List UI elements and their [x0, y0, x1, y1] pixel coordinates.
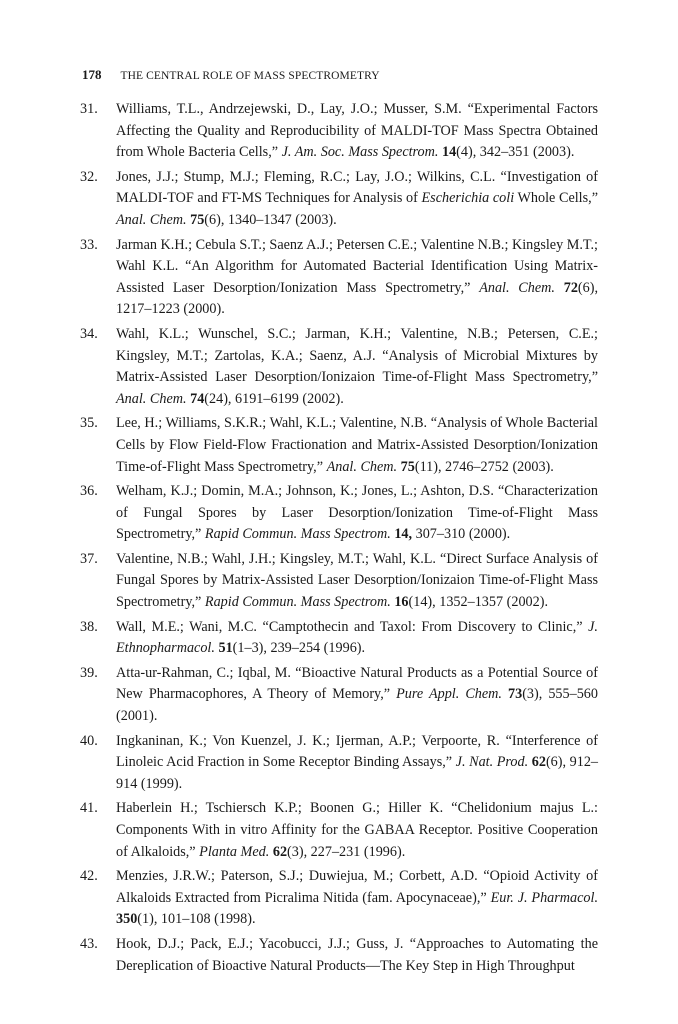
reference-pages: (6), 1340–1347 (2003). [204, 211, 337, 228]
reference-authors: Wall, M.E.; Wani, M.C. [116, 618, 263, 635]
reference-title: “Analysis of Microbial Mixtures by Matrix-Assisted Laser Desorption/Ionizaion Time-of-Flight Mass Spectrometry,” [116, 347, 598, 386]
reference-volume: 14 [441, 144, 457, 161]
reference-journal: Anal. Chem. [116, 390, 187, 407]
reference-title: “Interference of Linoleic Acid Fraction in Some Receptor Binding Assays,” [116, 732, 598, 771]
reference-pages: (1), 101–108 (1998). [137, 911, 256, 928]
reference-number: 38. [80, 618, 98, 635]
reference-title: “Opioid Activity of Alkaloids Extracted from Picralima Nitida (fam. Apocynaceae),” [116, 868, 598, 906]
reference-authors: Ingkaninan, K.; Von Kuenzel, J. K.; Ijerman, A.P.; Verpoorte, R. [116, 732, 506, 749]
reference-number: 33. [80, 236, 98, 253]
reference-pages: (24), 6191–6199 (2002). [204, 390, 344, 407]
reference-pages: (4), 342–351 (2003). [456, 144, 575, 161]
reference-pages: (11), 2746–2752 (2003). [414, 458, 554, 475]
reference-list [80, 99, 598, 980]
reference-journal: Anal. Chem. [116, 211, 187, 228]
reference-pages: (3), 227–231 (1996). [287, 843, 406, 860]
reference-volume: 74 [190, 390, 205, 407]
reference-title: “Chelidonium majus L.: Components With in vitro Affinity for the GABAA Receptor. Positive Cooperation of Alkaloids,” [116, 800, 598, 860]
reference-number: 42. [80, 868, 98, 885]
reference-title: “Investigation of MALDI-TOF and FT-MS Techniques for Analysis of [116, 168, 598, 207]
reference-item [80, 731, 598, 796]
reference-journal: J. Ethnopharmacol. [116, 618, 598, 657]
reference-authors: Menzies, J.R.W.; Paterson, S.J.; Duwiejua, M.; Corbett, A.D. [116, 868, 484, 885]
reference-item [80, 798, 598, 863]
reference-journal: Rapid Commun. Mass Spectrom. [204, 594, 391, 611]
reference-volume: 72 [563, 279, 578, 296]
reference-authors: Jones, J.J.; Stump, M.J.; Fleming, R.C.; Lay, J.O.; Wilkins, C.L. [116, 168, 501, 185]
reference-title: “Analysis of Whole Bacterial Cells by Flow Field-Flow Fractionation and Matrix-Assisted Desorption/Ionization Time-of-Flight Mass Spectrometry,” [116, 415, 598, 475]
reference-journal: Eur. J. Pharmacol. [490, 889, 598, 906]
reference-item [80, 413, 598, 478]
page-number: 178 [82, 67, 102, 82]
reference-authors: Wahl, K.L.; Wunschel, S.C.; Jarman, K.H.; Valentine, N.B.; Petersen, C.E.; Kingsley, M.T.; Zartolas, K.A.; Saenz, A.J. [116, 325, 598, 364]
reference-item [80, 99, 598, 164]
reference-title: “Experimental Factors Affecting the Quality and Reproducibility of MALDI-TOF Mass Spectra Obtained from Whole Bacteria Cells,” [116, 101, 598, 161]
reference-journal: Pure Appl. Chem. [396, 686, 502, 703]
reference-title: “Camptothecin and Taxol: From Discovery to Clinic,” [262, 618, 589, 635]
reference-pages: (6), 912–914 (1999). [116, 754, 599, 792]
reference-number: 39. [80, 664, 98, 681]
reference-authors: Lee, H.; Williams, S.K.R.; Wahl, K.L.; Valentine, N.B. [116, 415, 431, 432]
reference-pages: (6), 1217–1223 (2000). [116, 279, 598, 318]
reference-number: 43. [80, 935, 98, 952]
reference-journal: Anal. Chem. [479, 279, 555, 296]
reference-title: “An Algorithm for Automated Bacterial Identification Using Matrix-Assisted Laser Desorption/Ionization Mass Spectrometry,” [116, 258, 599, 296]
reference-number: 34. [80, 325, 98, 342]
reference-item [80, 663, 598, 728]
reference-volume: 75 [400, 458, 415, 475]
reference-number: 41. [80, 800, 98, 817]
reference-title: “Bioactive Natural Products as a Potential Source of New Pharmacophores, A Theory of Memory,” [116, 664, 598, 703]
reference-volume: 75 [190, 211, 205, 228]
reference-journal: Anal. Chem. [326, 458, 398, 475]
reference-item [80, 934, 598, 977]
reference-authors: Welham, K.J.; Domin, M.A.; Johnson, K.; Jones, L.; Ashton, D.S. [116, 483, 498, 500]
reference-item [80, 235, 598, 321]
reference-title: “Direct Surface Analysis of Fungal Spores by Matrix-Assisted Laser Desorption/Ionizaion Time-of-Flight Mass Spectrometry,” [116, 550, 598, 611]
reference-pages: (3), 555–560 (2001). [116, 686, 598, 725]
reference-volume: 350 [116, 911, 138, 928]
reference-authors: Atta-ur-Rahman, C.; Iqbal, M. [116, 664, 296, 681]
reference-title: “Characterization of Fungal Spores by Laser Desorption/Ionization Time-of-Flight Mass Spectrometry,” [116, 483, 598, 543]
reference-title: “Approaches to Automating the Dereplication of Bioactive Natural Products—The Key Step in High Throughput [116, 935, 598, 974]
reference-item [80, 549, 598, 614]
reference-journal: Rapid Commun. Mass Spectrom. [204, 526, 391, 543]
reference-item [80, 617, 598, 660]
running-header [82, 66, 638, 84]
reference-pages: (1–3), 239–254 (1996). [232, 640, 366, 657]
reference-authors: Williams, T.L., Andrzejewski, D., Lay, J.O.; Musser, S.M. [116, 101, 468, 117]
reference-item [80, 167, 598, 232]
reference-volume: 73 [508, 686, 523, 703]
reference-authors: Haberlein H.; Tschiersch K.P.; Boonen G.; Hiller K. [116, 800, 452, 817]
reference-authors: Hook, D.J.; Pack, E.J.; Yacobucci, J.J.; Guss, J. [116, 935, 410, 952]
reference-number: 32. [80, 168, 98, 185]
reference-journal: J. Am. Soc. Mass Spectrom. [281, 144, 439, 161]
reference-authors: Valentine, N.B.; Wahl, J.H.; Kingsley, M.T.; Wahl, K.L. [116, 550, 441, 567]
reference-number: 36. [80, 483, 98, 500]
reference-volume: 16 [394, 594, 409, 611]
reference-item [80, 481, 598, 546]
reference-item [80, 324, 598, 410]
reference-authors: Jarman K.H.; Cebula S.T.; Saenz A.J.; Petersen C.E.; Valentine N.B.; Kingsley M.T.; Wahl K.L. [116, 236, 598, 275]
running-title: THE CENTRAL ROLE OF MASS SPECTROMETRY [120, 70, 380, 82]
reference-journal: Planta Med. [199, 843, 270, 860]
reference-number: 35. [80, 415, 98, 432]
reference-journal: J. Nat. Prod. [455, 754, 529, 771]
reference-volume: 14, [394, 526, 413, 543]
reference-title-species: Escherichia coli [421, 190, 515, 207]
reference-number: 37. [80, 550, 98, 567]
reference-item [80, 866, 598, 931]
reference-volume: 51 [218, 640, 233, 657]
reference-number: 40. [80, 732, 98, 749]
reference-number: 31. [80, 101, 98, 117]
reference-volume: 62 [531, 754, 546, 771]
reference-pages: (14), 1352–1357 (2002). [408, 594, 549, 611]
reference-title-end: Whole Cells,” [514, 190, 598, 207]
reference-pages: 307–310 (2000). [412, 526, 511, 543]
reference-volume: 62 [272, 843, 288, 860]
